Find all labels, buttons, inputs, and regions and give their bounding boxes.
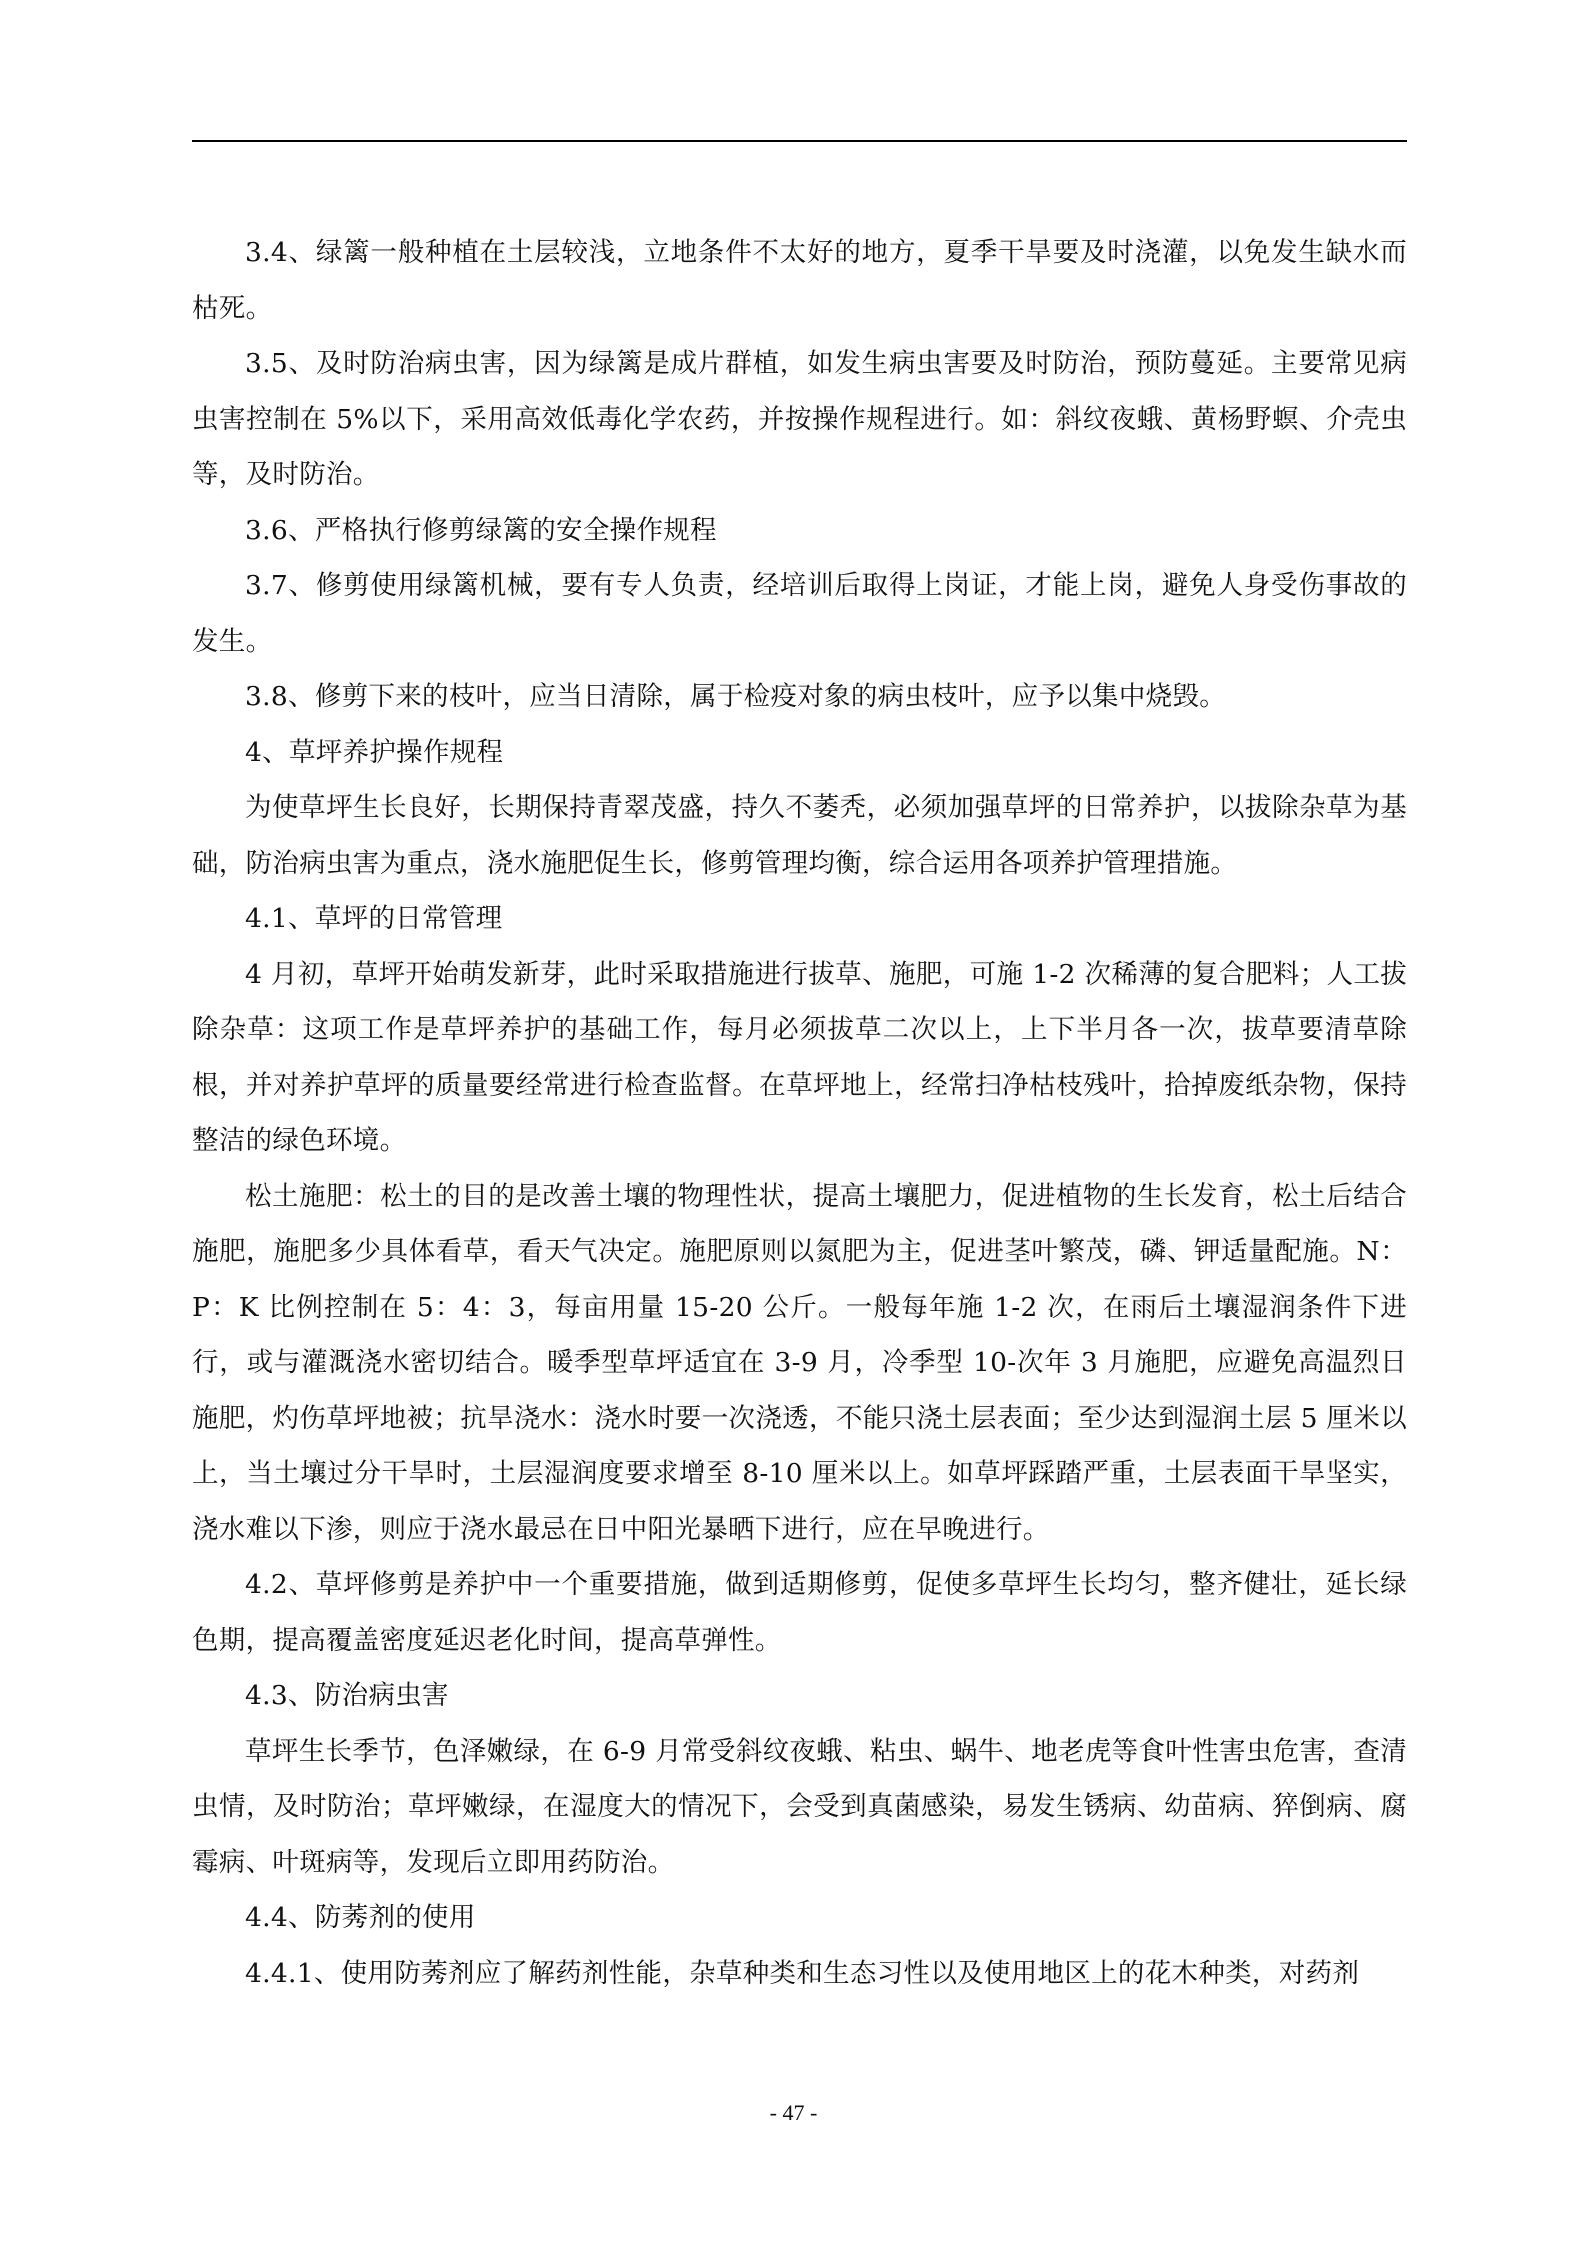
subheading-4-3: 4.3、防治病虫害 (245, 1680, 449, 1711)
paragraph-3-5: 3.5、及时防治病虫害，因为绿篱是成片群植，如发生病虫害要及时防治，预防蔓延。主要常见病虫害控制在 5%以下，采用高效低毒化学农药，并按操作规程进行。如：斜纹夜蛾、黄杨野螟、介壳虫等，及时防治。 (192, 348, 1407, 490)
paragraph-3-8: 3.8、修剪下来的枝叶，应当日清除，属于检疫对象的病虫枝叶，应予以集中烧毁。 (245, 681, 1227, 712)
subheading-4-1: 4.1、草坪的日常管理 (245, 903, 503, 934)
paragraph-4-2: 4.2、草坪修剪是养护中一个重要措施，做到适期修剪，促使多草坪生长均匀，整齐健壮，延长绿色期，提高覆盖密度延迟老化时间，提高草弹性。 (192, 1569, 1407, 1656)
paragraph-3-7: 3.7、修剪使用绿篱机械，要有专人负责，经培训后取得上岗证，才能上岗，避免人身受伤事故的发生。 (192, 570, 1407, 657)
paragraph-4-intro: 为使草坪生长良好，长期保持青翠茂盛，持久不萎秃，必须加强草坪的日常养护，以拔除杂草为基础，防治病虫害为重点，浇水施肥促生长，修剪管理均衡，综合运用各项养护管理措施。 (192, 792, 1407, 879)
header-rule (192, 140, 1407, 142)
body-text (192, 225, 1407, 2001)
paragraph-4-1-body: 4 月初，草坪开始萌发新芽，此时采取措施进行拔草、施肥，可施 1-2 次稀薄的复合肥料；人工拔除杂草：这项工作是草坪养护的基础工作，每月必须拔草二次以上，上下半月各一次，拔草要清草除根，并对养护草坪的质量要经常进行检查监督。在草坪地上，经常扫净枯枝残叶，拾掉废纸杂物，保持整洁的绿色环境。 (192, 958, 1407, 1156)
section-heading-4: 4、草坪养护操作规程 (245, 736, 504, 768)
paragraph-4-4-1: 4.4.1、使用防莠剂应了解药剂性能，杂草种类和生态习性以及使用地区上的花木种类，对药剂 (245, 1957, 1360, 1989)
subheading-4-4: 4.4、防莠剂的使用 (245, 1902, 476, 1933)
paragraph-3-4: 3.4、绿篱一般种植在土层较浅，立地条件不太好的地方，夏季干旱要及时浇灌，以免发生缺水而枯死。 (192, 237, 1407, 324)
paragraph-3-6: 3.6、严格执行修剪绿篱的安全操作规程 (245, 514, 717, 546)
page-number: - 47 - (769, 2100, 818, 2125)
paragraph-fertilizing: 松土施肥：松土的目的是改善土壤的物理性状，提高土壤肥力，促进植物的生长发育，松土后结合施肥，施肥多少具体看草，看天气决定。施肥原则以氮肥为主，促进茎叶繁茂，磷、钾适量配施。N：P：K 比例控制在 5：4：3，每亩用量 15-20 公斤。一般每年施 1-2 次，在雨后土壤湿润条件下进行，或与灌溉浇水密切结合。暖季型草坪适宜在 3-9 月，冷季型 10-次年 3 月施肥，应避免高温烈日施肥，灼伤草坪地被；抗旱浇水：浇水时要一次浇透，不能只浇土层表面；至少达到湿润土层 5 厘米以上，当土壤过分干旱时，土层湿润度要求增至 8-10 厘米以上。如草坪踩踏严重，土层表面干旱坚实，浇水难以下渗，则应于浇水最忌在日中阳光暴晒下进行，应在早晚进行。 (192, 1180, 1407, 1545)
paragraph-4-3-body: 草坪生长季节，色泽嫩绿，在 6-9 月常受斜纹夜蛾、粘虫、蜗牛、地老虎等食叶性害虫危害，查清虫情，及时防治；草坪嫩绿，在湿度大的情况下，会受到真菌感染，易发生锈病、幼苗病、猝倒病、腐霉病、叶斑病等，发现后立即用药防治。 (192, 1735, 1407, 1878)
